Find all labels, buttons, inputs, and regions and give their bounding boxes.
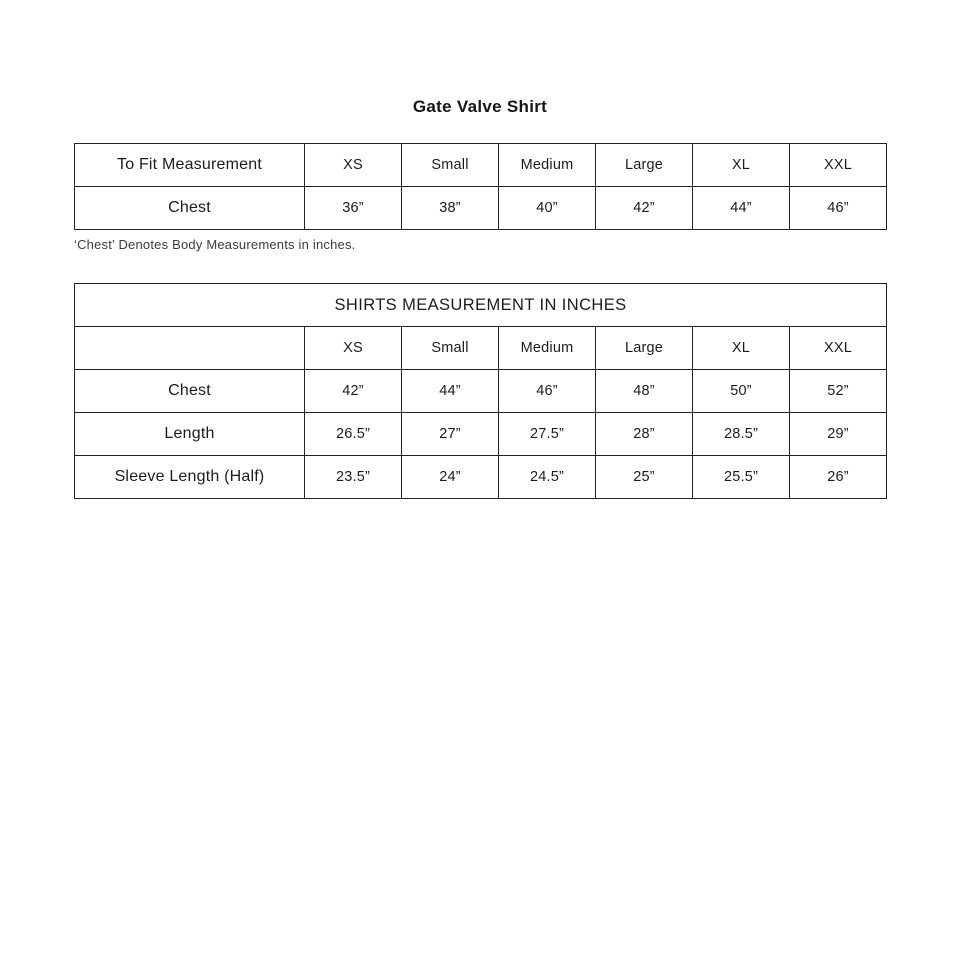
value-cell: 42” <box>305 370 402 413</box>
value-cell: 44” <box>402 370 499 413</box>
value-cell: 52” <box>790 370 887 413</box>
value-cell: 44” <box>693 187 790 230</box>
value-cell: 26” <box>790 456 887 499</box>
header-cell: Small <box>402 327 499 370</box>
value-cell: 48” <box>596 370 693 413</box>
table-row <box>75 370 887 413</box>
value-cell: 28.5” <box>693 413 790 456</box>
header-cell: XL <box>693 144 790 187</box>
header-cell: Medium <box>499 327 596 370</box>
value-cell: 36” <box>305 187 402 230</box>
shirts-measurement-table <box>74 283 887 499</box>
footnote: ‘Chest’ Denotes Body Measurements in inches. <box>74 237 356 252</box>
header-cell: XXL <box>790 327 887 370</box>
fit-measurement-table <box>74 143 887 230</box>
header-cell: Small <box>402 144 499 187</box>
value-cell: 24” <box>402 456 499 499</box>
header-cell <box>75 327 305 370</box>
value-cell: 26.5” <box>305 413 402 456</box>
header-cell: Large <box>596 144 693 187</box>
row-label: Chest <box>75 370 305 413</box>
table-row <box>75 413 887 456</box>
table-row <box>75 187 887 230</box>
table-row <box>75 456 887 499</box>
value-cell: 27.5” <box>499 413 596 456</box>
header-cell: To Fit Measurement <box>75 144 305 187</box>
shirt-table-title: SHIRTS MEASUREMENT IN INCHES <box>75 284 887 327</box>
value-cell: 24.5” <box>499 456 596 499</box>
value-cell: 38” <box>402 187 499 230</box>
value-cell: 40” <box>499 187 596 230</box>
header-cell: XS <box>305 144 402 187</box>
value-cell: 23.5” <box>305 456 402 499</box>
table-row <box>75 144 887 187</box>
value-cell: 29” <box>790 413 887 456</box>
header-cell: Large <box>596 327 693 370</box>
value-cell: 28” <box>596 413 693 456</box>
page-title: Gate Valve Shirt <box>412 97 548 116</box>
value-cell: 27” <box>402 413 499 456</box>
size-chart-page <box>74 0 886 499</box>
value-cell: 42” <box>596 187 693 230</box>
header-cell: XXL <box>790 144 887 187</box>
row-label: Sleeve Length (Half) <box>75 456 305 499</box>
header-cell: XL <box>693 327 790 370</box>
value-cell: 46” <box>499 370 596 413</box>
table-row <box>75 284 887 327</box>
row-label: Length <box>75 413 305 456</box>
row-label: Chest <box>75 187 305 230</box>
value-cell: 25” <box>596 456 693 499</box>
value-cell: 46” <box>790 187 887 230</box>
table-row <box>75 327 887 370</box>
value-cell: 25.5” <box>693 456 790 499</box>
header-cell: Medium <box>499 144 596 187</box>
value-cell: 50” <box>693 370 790 413</box>
header-cell: XS <box>305 327 402 370</box>
